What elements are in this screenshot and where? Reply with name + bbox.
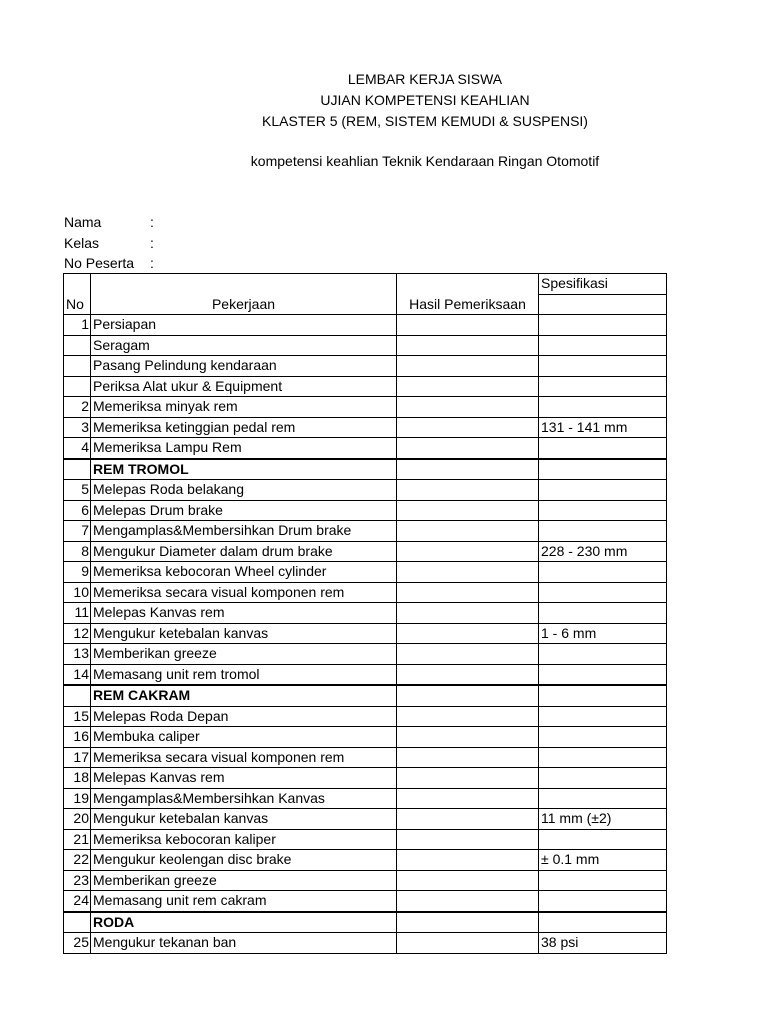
row-number: 7 — [64, 521, 91, 542]
header-spesifikasi: Spesifikasi — [539, 274, 667, 295]
row-result — [397, 500, 539, 521]
row-number: 25 — [64, 933, 91, 954]
row-result — [397, 582, 539, 603]
field-no-peserta — [64, 253, 154, 273]
row-result — [397, 459, 539, 480]
row-task: Melepas Kanvas rem — [91, 768, 397, 789]
row-spec: 38 psi — [539, 933, 667, 954]
row-result — [397, 438, 539, 459]
header-spesifikasi-sub — [539, 294, 667, 315]
row-result — [397, 912, 539, 933]
row-task: Mengukur keolengan disc brake — [91, 850, 397, 871]
row-spec — [539, 603, 667, 624]
field-colon: : — [150, 235, 154, 251]
row-result — [397, 562, 539, 583]
row-spec — [539, 562, 667, 583]
row-number: 21 — [64, 829, 91, 850]
row-number: 14 — [64, 664, 91, 685]
table-row — [64, 562, 667, 583]
row-task: Memasang unit rem cakram — [91, 891, 397, 912]
row-result — [397, 335, 539, 356]
field-nama — [64, 212, 154, 232]
row-task: Melepas Roda belakang — [91, 480, 397, 501]
row-number — [64, 356, 91, 377]
row-result — [397, 376, 539, 397]
row-result — [397, 788, 539, 809]
row-task: Melepas Drum brake — [91, 500, 397, 521]
table-row — [64, 417, 667, 438]
table-row — [64, 891, 667, 912]
row-spec — [539, 706, 667, 727]
row-result — [397, 706, 539, 727]
row-result — [397, 397, 539, 418]
row-task: Memeriksa Lampu Rem — [91, 438, 397, 459]
row-spec — [539, 459, 667, 480]
header-pekerjaan: Pekerjaan — [91, 274, 397, 315]
row-result — [397, 644, 539, 665]
row-number: 15 — [64, 706, 91, 727]
row-result — [397, 417, 539, 438]
table-row — [64, 788, 667, 809]
row-result — [397, 603, 539, 624]
row-spec — [539, 521, 667, 542]
row-task: Memberikan greeze — [91, 644, 397, 665]
row-task: Melepas Kanvas rem — [91, 603, 397, 624]
table-row — [64, 500, 667, 521]
header-no: No — [64, 274, 91, 315]
row-number: 20 — [64, 809, 91, 830]
row-number: 23 — [64, 870, 91, 891]
row-spec: ± 0.1 mm — [539, 850, 667, 871]
row-spec — [539, 315, 667, 336]
row-spec — [539, 397, 667, 418]
section-row — [64, 459, 667, 480]
table-row — [64, 664, 667, 685]
table-row — [64, 356, 667, 377]
row-number: 3 — [64, 417, 91, 438]
row-task: Memeriksa secara visual komponen rem — [91, 747, 397, 768]
row-result — [397, 685, 539, 706]
row-task: REM CAKRAM — [91, 685, 397, 706]
row-task: Periksa Alat ukur & Equipment — [91, 376, 397, 397]
table-row — [64, 727, 667, 748]
row-spec — [539, 747, 667, 768]
row-result — [397, 809, 539, 830]
worksheet-table — [63, 273, 667, 954]
table-row — [64, 644, 667, 665]
table-row — [64, 829, 667, 850]
row-spec — [539, 685, 667, 706]
table-row — [64, 541, 667, 562]
row-spec: 228 - 230 mm — [539, 541, 667, 562]
row-spec: 1 - 6 mm — [539, 623, 667, 644]
row-number: 17 — [64, 747, 91, 768]
row-result — [397, 747, 539, 768]
row-result — [397, 891, 539, 912]
row-task: Persiapan — [91, 315, 397, 336]
row-task: Mengukur ketebalan kanvas — [91, 809, 397, 830]
row-task: Mengamplas&Membersihkan Drum brake — [91, 521, 397, 542]
row-number: 9 — [64, 562, 91, 583]
field-label: Kelas — [64, 235, 100, 251]
row-spec — [539, 376, 667, 397]
row-number: 24 — [64, 891, 91, 912]
row-spec — [539, 788, 667, 809]
table-row — [64, 706, 667, 727]
row-spec — [539, 438, 667, 459]
row-spec — [539, 356, 667, 377]
table-row — [64, 480, 667, 501]
row-result — [397, 850, 539, 871]
field-colon: : — [150, 214, 154, 230]
row-number — [64, 685, 91, 706]
row-result — [397, 768, 539, 789]
table-row — [64, 582, 667, 603]
row-spec — [539, 335, 667, 356]
row-number: 5 — [64, 480, 91, 501]
row-spec — [539, 768, 667, 789]
row-result — [397, 521, 539, 542]
row-number: 4 — [64, 438, 91, 459]
table-row — [64, 438, 667, 459]
row-spec — [539, 664, 667, 685]
row-task: REM TROMOL — [91, 459, 397, 480]
row-task: Seragam — [91, 335, 397, 356]
row-spec — [539, 912, 667, 933]
row-number — [64, 335, 91, 356]
row-task: Mengukur tekanan ban — [91, 933, 397, 954]
row-spec — [539, 480, 667, 501]
row-result — [397, 315, 539, 336]
row-spec — [539, 727, 667, 748]
row-number: 2 — [64, 397, 91, 418]
row-task: Mengukur Diameter dalam drum brake — [91, 541, 397, 562]
row-number: 1 — [64, 315, 91, 336]
row-result — [397, 727, 539, 748]
row-task: Memeriksa kebocoran Wheel cylinder — [91, 562, 397, 583]
section-row — [64, 685, 667, 706]
table-row — [64, 933, 667, 954]
row-result — [397, 664, 539, 685]
table-row — [64, 870, 667, 891]
table-row — [64, 623, 667, 644]
doc-title: LEMBAR KERJA SISWA — [347, 71, 503, 87]
row-spec — [539, 891, 667, 912]
row-result — [397, 870, 539, 891]
row-number: 6 — [64, 500, 91, 521]
row-task: Memeriksa kebocoran kaliper — [91, 829, 397, 850]
row-result — [397, 541, 539, 562]
row-number: 22 — [64, 850, 91, 871]
row-result — [397, 480, 539, 501]
doc-competency: kompetensi keahlian Teknik Kendaraan Ringan Otomotif — [250, 153, 600, 169]
row-result — [397, 829, 539, 850]
field-label: No Peserta — [64, 255, 135, 271]
header-hasil: Hasil Pemeriksaan — [397, 274, 539, 315]
table-row — [64, 603, 667, 624]
row-spec — [539, 829, 667, 850]
row-result — [397, 356, 539, 377]
field-label: Nama — [64, 214, 102, 230]
table-row — [64, 747, 667, 768]
row-number: 18 — [64, 768, 91, 789]
table-row — [64, 768, 667, 789]
row-number: 16 — [64, 727, 91, 748]
field-colon: : — [150, 255, 154, 271]
row-result — [397, 933, 539, 954]
row-result — [397, 623, 539, 644]
row-number — [64, 459, 91, 480]
row-task: Membuka caliper — [91, 727, 397, 748]
table-row — [64, 397, 667, 418]
row-number: 10 — [64, 582, 91, 603]
row-spec — [539, 582, 667, 603]
row-task: Mengukur ketebalan kanvas — [91, 623, 397, 644]
row-number: 12 — [64, 623, 91, 644]
row-task: Memeriksa secara visual komponen rem — [91, 582, 397, 603]
section-row — [64, 912, 667, 933]
table-row — [64, 315, 667, 336]
table-row — [64, 335, 667, 356]
row-task: Memeriksa minyak rem — [91, 397, 397, 418]
field-kelas — [64, 233, 154, 253]
row-number: 11 — [64, 603, 91, 624]
row-number — [64, 912, 91, 933]
table-row — [64, 809, 667, 830]
row-task: Memasang unit rem tromol — [91, 664, 397, 685]
row-number: 8 — [64, 541, 91, 562]
row-task: Melepas Roda Depan — [91, 706, 397, 727]
row-number — [64, 376, 91, 397]
row-spec — [539, 870, 667, 891]
row-spec: 131 - 141 mm — [539, 417, 667, 438]
row-task: RODA — [91, 912, 397, 933]
row-number: 13 — [64, 644, 91, 665]
row-spec — [539, 500, 667, 521]
table-row — [64, 376, 667, 397]
row-task: Memeriksa ketinggian pedal rem — [91, 417, 397, 438]
row-task: Mengamplas&Membersihkan Kanvas — [91, 788, 397, 809]
row-spec — [539, 644, 667, 665]
doc-subtitle: UJIAN KOMPETENSI KEAHLIAN — [320, 92, 530, 108]
row-task: Memberikan greeze — [91, 870, 397, 891]
doc-cluster: KLASTER 5 (REM, SISTEM KEMUDI & SUSPENSI) — [262, 113, 588, 129]
row-task: Pasang Pelindung kendaraan — [91, 356, 397, 377]
row-spec: 11 mm (±2) — [539, 809, 667, 830]
table-row — [64, 521, 667, 542]
row-number: 19 — [64, 788, 91, 809]
table-row — [64, 850, 667, 871]
